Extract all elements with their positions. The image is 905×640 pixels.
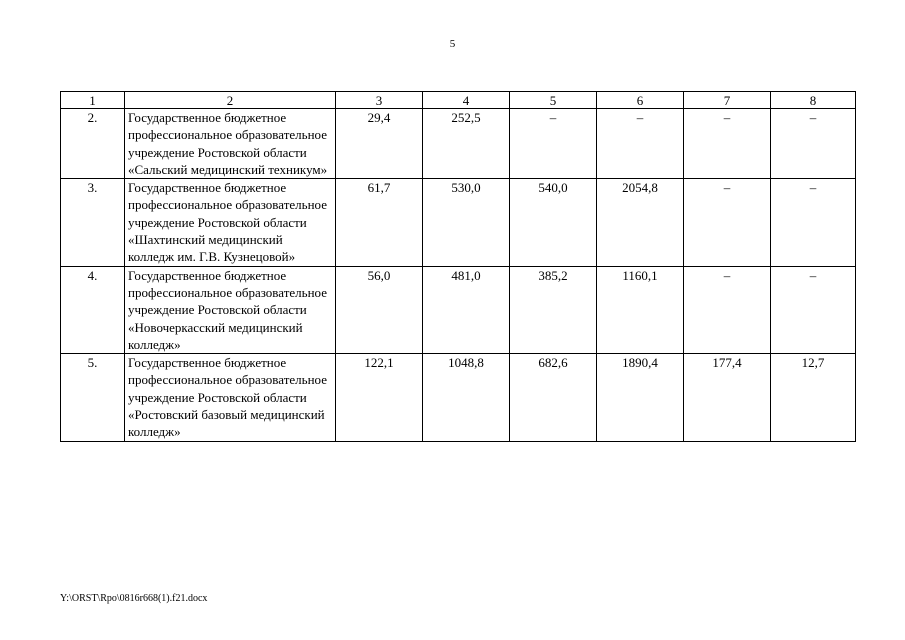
table-cell: 385,2 bbox=[510, 266, 597, 353]
table-cell: – bbox=[684, 179, 771, 266]
table-cell: – bbox=[771, 109, 856, 179]
table-cell: 122,1 bbox=[336, 354, 423, 441]
table-cell: 12,7 bbox=[771, 354, 856, 441]
column-header: 6 bbox=[597, 92, 684, 109]
table-cell: 177,4 bbox=[684, 354, 771, 441]
institution-name: Государственное бюджетное профессиональное образовательное учреждение Ростовской области «Шахтинский медицинский колледж им. Г.В. Кузнецовой» bbox=[125, 179, 336, 266]
institution-name: Государственное бюджетное профессиональное образовательное учреждение Ростовской области «Новочеркасский медицинский колледж» bbox=[125, 266, 336, 353]
column-header: 7 bbox=[684, 92, 771, 109]
table-cell: – bbox=[597, 109, 684, 179]
page-number: 5 bbox=[449, 38, 456, 50]
table-cell: 481,0 bbox=[423, 266, 510, 353]
institution-name: Государственное бюджетное профессиональное образовательное учреждение Ростовской области «Сальский медицинский техникум» bbox=[125, 109, 336, 179]
table-cell: 1890,4 bbox=[597, 354, 684, 441]
institution-name: Государственное бюджетное профессиональное образовательное учреждение Ростовской области «Ростовский базовый медицинский колледж» bbox=[125, 354, 336, 441]
table-cell: – bbox=[771, 266, 856, 353]
column-header: 4 bbox=[423, 92, 510, 109]
table-cell: – bbox=[771, 179, 856, 266]
column-header: 5 bbox=[510, 92, 597, 109]
column-header: 3 bbox=[336, 92, 423, 109]
table-cell: – bbox=[510, 109, 597, 179]
row-number: 2. bbox=[61, 109, 125, 179]
table-row bbox=[61, 109, 856, 179]
table-cell: 56,0 bbox=[336, 266, 423, 353]
table-row bbox=[61, 179, 856, 266]
data-table bbox=[60, 91, 856, 442]
table-cell: 29,4 bbox=[336, 109, 423, 179]
table-cell: – bbox=[684, 266, 771, 353]
row-number: 4. bbox=[61, 266, 125, 353]
table-cell: 540,0 bbox=[510, 179, 597, 266]
table-header-row bbox=[61, 92, 856, 109]
row-number: 3. bbox=[61, 179, 125, 266]
table-row bbox=[61, 354, 856, 441]
column-header: 2 bbox=[125, 92, 336, 109]
table-cell: 1048,8 bbox=[423, 354, 510, 441]
table-cell: 682,6 bbox=[510, 354, 597, 441]
column-header: 8 bbox=[771, 92, 856, 109]
table-cell: 252,5 bbox=[423, 109, 510, 179]
table-cell: 2054,8 bbox=[597, 179, 684, 266]
table-row bbox=[61, 266, 856, 353]
table-cell: 61,7 bbox=[336, 179, 423, 266]
row-number: 5. bbox=[61, 354, 125, 441]
table-cell: 530,0 bbox=[423, 179, 510, 266]
footer-file-path: Y:\ORST\Rpo\0816r668(1).f21.docx bbox=[60, 593, 208, 604]
table-cell: – bbox=[684, 109, 771, 179]
column-header: 1 bbox=[61, 92, 125, 109]
table-cell: 1160,1 bbox=[597, 266, 684, 353]
